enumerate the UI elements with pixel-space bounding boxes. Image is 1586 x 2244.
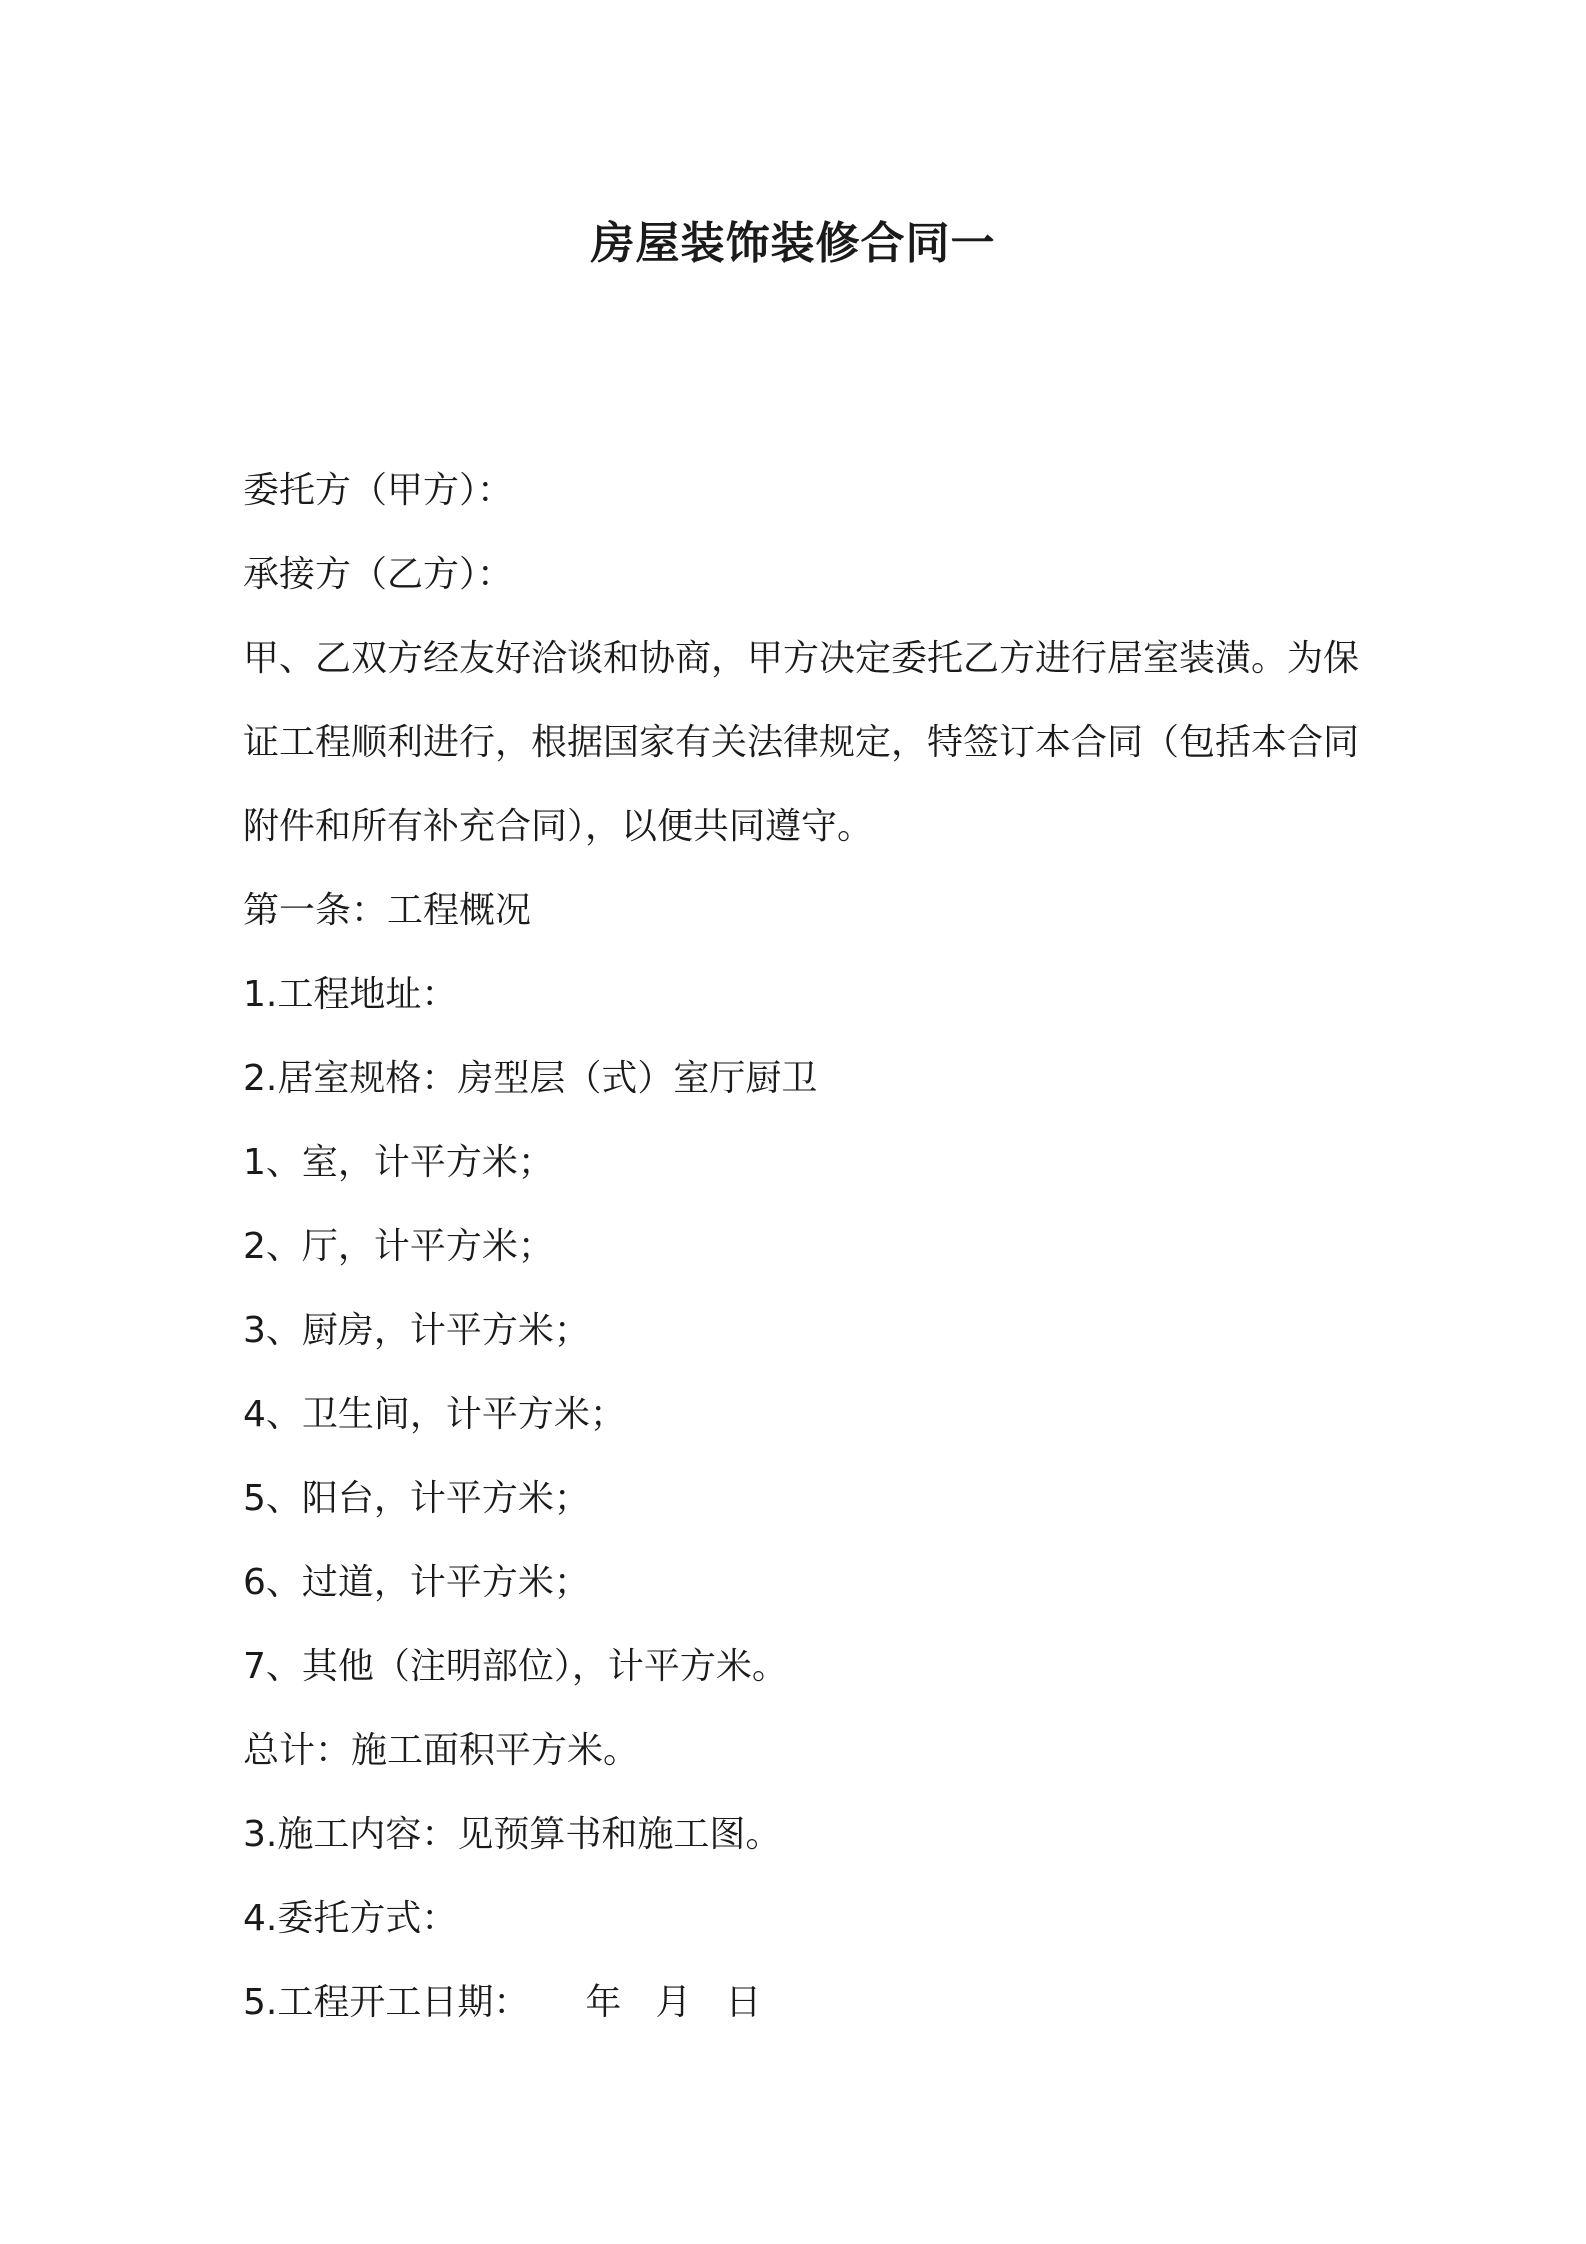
room-item: 4、卫生间，计平方米； [243, 1394, 626, 1435]
room-spec-item: 2.居室规格：房型层（式）室厅厨卫 [243, 1058, 818, 1099]
construction-content-item: 3.施工内容：见预算书和施工图。 [243, 1814, 782, 1855]
start-date-label: 5.工程开工日期： [243, 1982, 530, 2023]
total-area-line: 总计：施工面积平方米。 [243, 1730, 640, 1771]
room-item: 6、过道，计平方米； [243, 1562, 590, 1603]
room-item: 5、阳台，计平方米； [243, 1478, 590, 1519]
document-body [243, 449, 1368, 2045]
room-item: 7、其他（注明部位），计平方米。 [243, 1646, 788, 1687]
commission-method-item: 4.委托方式： [243, 1898, 458, 1939]
date-year-unit: 年 [585, 1982, 622, 2023]
project-address-item: 1.工程地址： [243, 974, 458, 1015]
date-month-unit: 月 [655, 1982, 692, 2023]
article-1-heading: 第一条：工程概况 [243, 890, 532, 931]
room-item: 1、室，计平方米； [243, 1142, 554, 1183]
party-b-line: 承接方（乙方）： [243, 554, 514, 595]
preamble-paragraph: 甲、乙双方经友好洽谈和协商，甲方决定委托乙方进行居室装潢。为保证工程顺利进行，根据国家有关法律规定，特签订本合同（包括本合同附件和所有补充合同），以便共同遵守。 [243, 638, 1360, 847]
start-date-line [243, 1961, 1368, 2045]
party-a-line: 委托方（甲方）： [243, 470, 514, 511]
room-item: 3、厨房，计平方米； [243, 1310, 590, 1351]
date-day-unit: 日 [725, 1982, 762, 2023]
room-item: 2、厅，计平方米； [243, 1226, 554, 1267]
document-title: 房屋装饰装修合同一 [590, 218, 996, 269]
